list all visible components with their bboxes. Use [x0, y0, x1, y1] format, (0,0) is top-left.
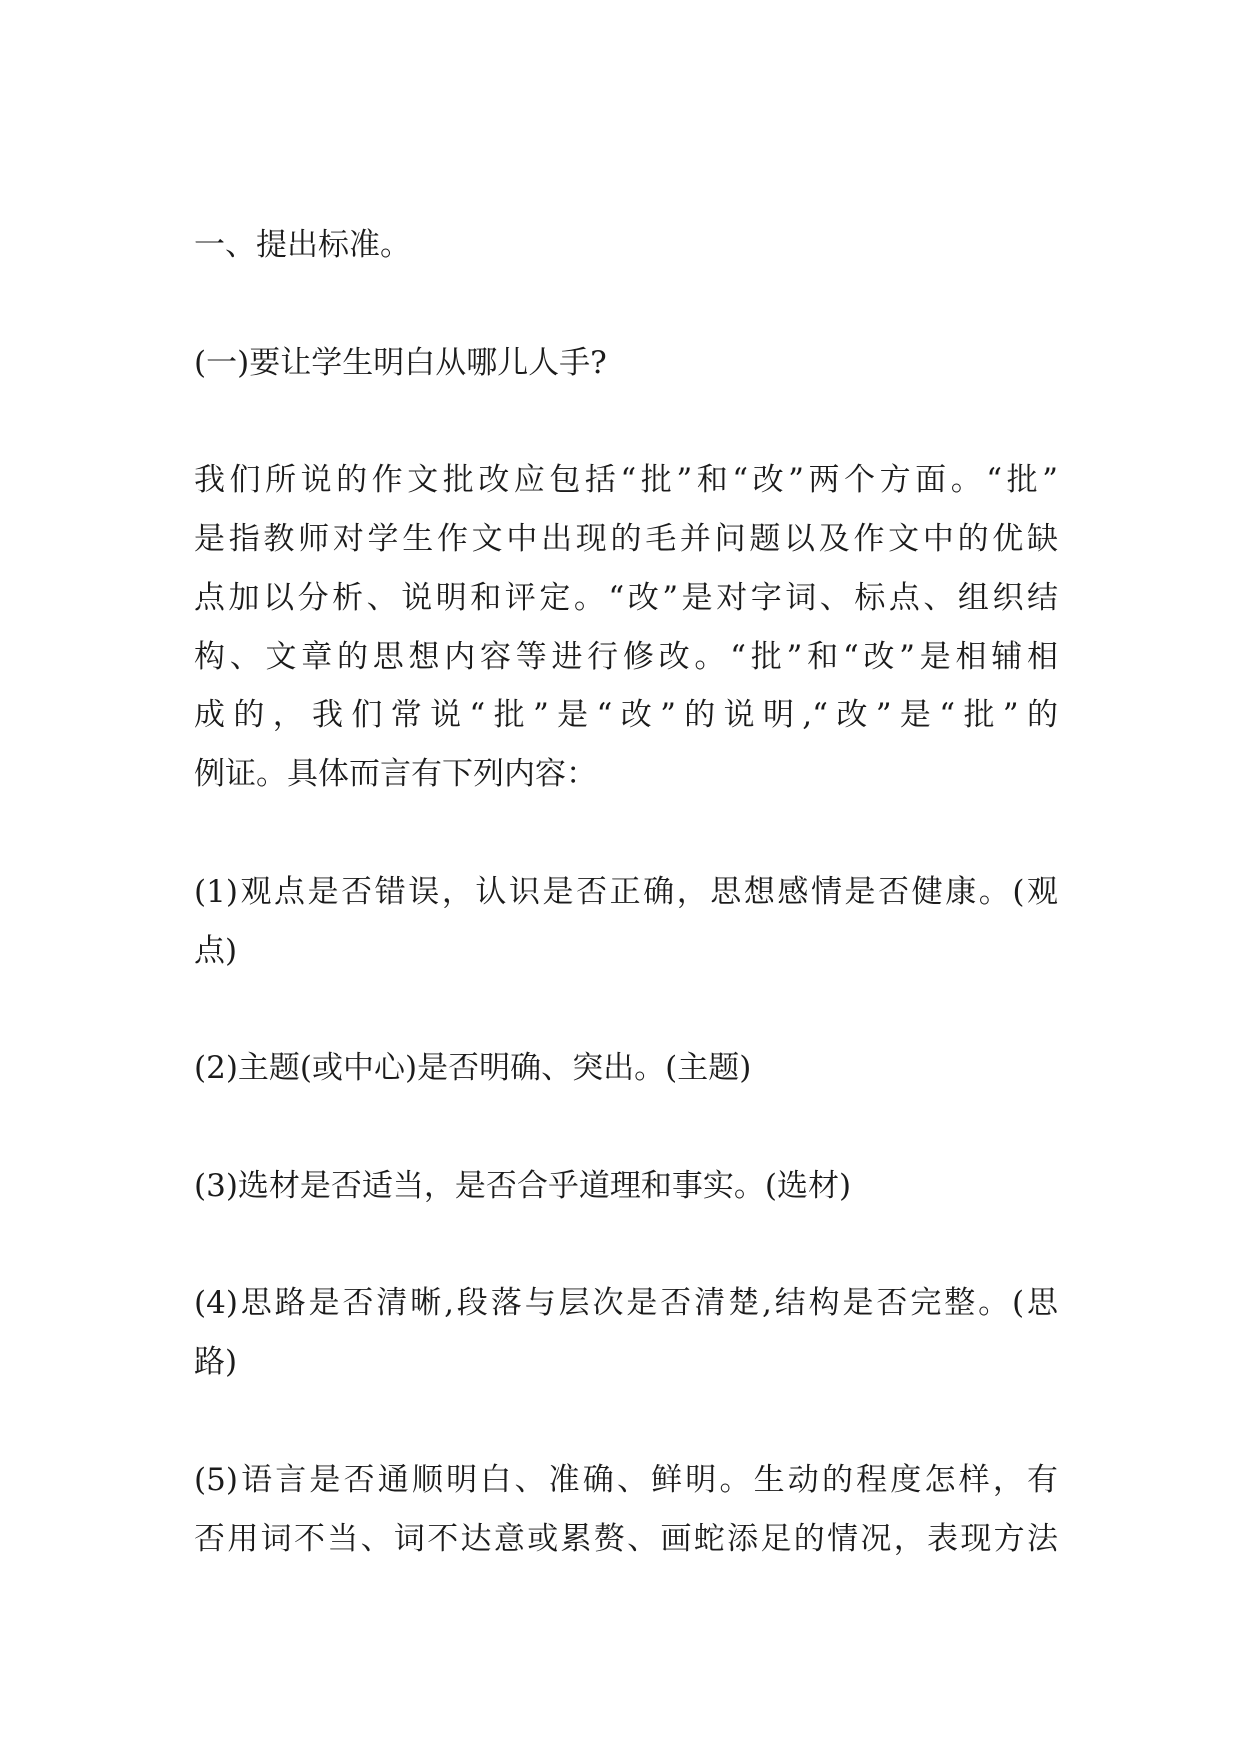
list-item-2: [194, 1039, 1058, 1098]
text-line: (5)语言是否通顺明白、准确、鲜明。生动的程度怎样，有: [194, 1461, 1058, 1498]
text-line: (1)观点是否错误，认识是否正确，思想感情是否健康。(观: [194, 873, 1058, 910]
text-line: 否用词不当、词不达意或累赘、画蛇添足的情况，表现方法: [194, 1520, 1058, 1557]
text-line: 例证。具体而言有下列内容：: [194, 756, 597, 793]
text-line: 点): [194, 932, 238, 969]
subheading-text: (一)要让学生明白从哪儿人手?: [194, 344, 607, 381]
list-item-4: [194, 1274, 1058, 1392]
text-line: 是指教师对学生作文中出现的毛并问题以及作文中的优缺: [194, 520, 1058, 557]
document-page: [194, 216, 1058, 1627]
list-item-3: [194, 1157, 1058, 1216]
list-item-5: [194, 1451, 1058, 1569]
section-heading: [194, 216, 1058, 275]
text-line: 点加以分析、说明和评定。“改”是对字词、标点、组织结: [194, 579, 1058, 616]
text-line: 路): [194, 1344, 238, 1381]
heading-text: 一、提出标准。: [194, 227, 411, 263]
text-line: 成的，我们常说“批”是“改”的说明,“改”是“批”的: [194, 697, 1058, 734]
intro-paragraph: [194, 451, 1058, 804]
text-line: (2)主题(或中心)是否明确、突出。(主题): [194, 1050, 752, 1087]
list-item-1: [194, 863, 1058, 981]
text-line: (3)选材是否适当，是否合乎道理和事实。(选材): [194, 1167, 852, 1204]
text-line: (4)思路是否清晰,段落与层次是否清楚,结构是否完整。(思: [194, 1285, 1058, 1322]
text-line: 我们所说的作文批改应包括“批”和“改”两个方面。“批”: [194, 462, 1058, 499]
subsection-heading: [194, 334, 1058, 393]
text-line: 构、文章的思想内容等进行修改。“批”和“改”是相辅相: [194, 638, 1058, 675]
